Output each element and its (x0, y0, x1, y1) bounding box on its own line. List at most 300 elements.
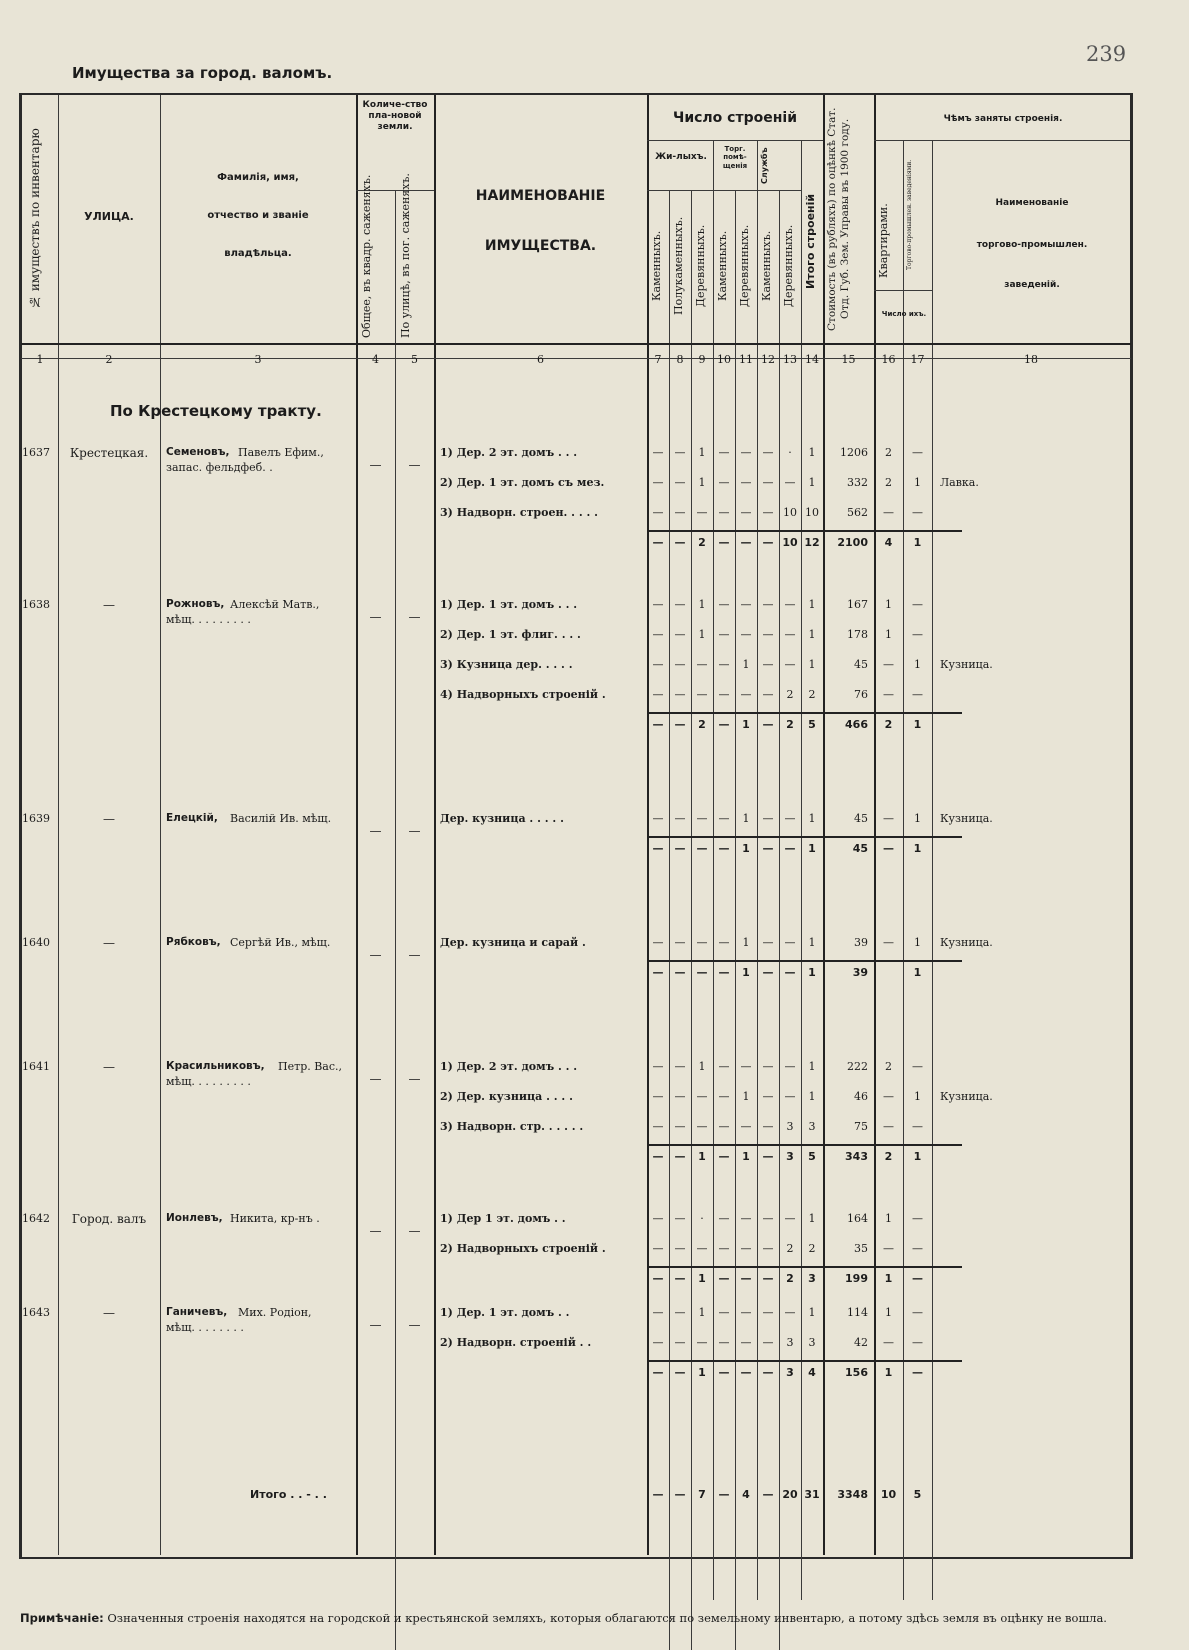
cell-c10: — (718, 628, 730, 641)
header-rule (647, 190, 801, 191)
cell-c14: 1 (808, 1306, 816, 1319)
record-id: 1637 (22, 446, 50, 459)
property-name: 2) Надворныхъ строеній . (440, 1242, 606, 1255)
header-buildings: Число строеній (673, 110, 797, 126)
cell-c8: — (674, 1336, 686, 1349)
cell-c7: — (652, 1090, 664, 1103)
total-c17: 1 (913, 536, 922, 549)
cell-c11: — (740, 476, 752, 489)
cell-c16: — (883, 1336, 894, 1349)
grand-total-c15: 3348 (837, 1488, 868, 1501)
col-rule (669, 190, 670, 1650)
cell-c13: · (788, 446, 792, 459)
cell-c7: — (652, 598, 664, 611)
property-name: 1) Дер. 2 эт. домъ . . . (440, 1060, 578, 1073)
street: Крестецкая. (69, 446, 149, 460)
total-c13: — (784, 966, 796, 979)
cell-c16: — (883, 1120, 894, 1133)
cell-c14: 1 (808, 1090, 816, 1103)
cell-c17: 1 (914, 1090, 921, 1103)
cell-c11: — (740, 506, 752, 519)
cell-c10: — (718, 1306, 730, 1319)
total-c12: — (762, 966, 774, 979)
record-id: 1643 (22, 1306, 50, 1319)
cell-c14: 1 (808, 936, 816, 949)
cell-c12: — (762, 628, 774, 641)
grand-total-c13: 20 (782, 1488, 798, 1501)
total-c15: 2100 (837, 536, 868, 549)
total-c8: — (674, 1366, 686, 1379)
total-c10: — (718, 1272, 730, 1285)
cell-c14: 2 (808, 1242, 816, 1255)
owner-surname: Ионлевъ, (166, 1212, 223, 1224)
total-c8: — (674, 842, 686, 855)
total-c7: — (652, 966, 664, 979)
land-total: — (369, 458, 382, 472)
land-street: — (408, 1072, 421, 1086)
cell-c13: — (784, 598, 796, 611)
total-c7: — (652, 1366, 664, 1379)
cell-c11: — (740, 688, 752, 701)
property-name: 2) Дер. 1 эт. флиг. . . . (440, 628, 581, 641)
cell-c16: — (883, 1090, 894, 1103)
total-c14: 1 (808, 842, 816, 855)
cell-c14: 1 (808, 1060, 816, 1073)
cell-c15: 35 (854, 1242, 868, 1255)
cell-c12: — (762, 1120, 774, 1133)
header-value: Стоимость (въ рубляхъ) по оцѣнкѣ Стат. Отд. Губ. Зем. Управы въ 1900 году. (826, 107, 851, 331)
grand-total-label: Итого . . - . . (250, 1488, 327, 1501)
col-number: 1 (36, 353, 44, 366)
header-land: Количе-ство пла-новой земли. (362, 100, 428, 132)
cell-c12: — (762, 1336, 774, 1349)
cell-c11: 1 (742, 812, 750, 825)
cell-c13: 10 (783, 506, 797, 519)
cell-c7: — (652, 476, 664, 489)
land-street: — (408, 824, 421, 838)
total-c11: — (740, 1272, 752, 1285)
total-c7: — (652, 718, 664, 731)
total-c13: 3 (786, 1150, 794, 1163)
col-rule (691, 190, 692, 1650)
cell-c11: — (740, 598, 752, 611)
owner-surname: Семеновъ, (166, 446, 230, 458)
owner-name: Павелъ Ефим., (238, 446, 324, 459)
cell-c16: 2 (885, 446, 892, 459)
col-number: 13 (783, 353, 797, 366)
property-name: Дер. кузница . . . . . (440, 812, 564, 825)
land-total: — (369, 948, 382, 962)
header-c10: Каменныхъ. (716, 230, 729, 302)
col-number: 12 (761, 353, 775, 366)
total-c12: — (762, 536, 774, 549)
cell-c16: 1 (885, 598, 892, 611)
cell-c10: — (718, 446, 730, 459)
cell-c10: — (718, 1212, 730, 1225)
cell-c14: 10 (805, 506, 819, 519)
cell-c9: — (696, 936, 708, 949)
owner-name: Сергѣй Ив., мѣщ. (230, 936, 331, 949)
cell-c10: — (718, 812, 730, 825)
cell-c9: 1 (698, 628, 706, 641)
cell-c7: — (652, 1306, 664, 1319)
cell-c12: — (762, 1306, 774, 1319)
cell-c7: — (652, 1242, 664, 1255)
cell-c11: 1 (742, 936, 750, 949)
cell-c11: — (740, 1242, 752, 1255)
cell-c10: — (718, 476, 730, 489)
total-c16: 1 (884, 1272, 893, 1285)
cell-c13: — (784, 1306, 796, 1319)
header-c13: Деревянныхъ. (782, 224, 795, 308)
cell-c17: — (912, 446, 923, 459)
cell-c17: 1 (914, 658, 921, 671)
col-number: 10 (717, 353, 731, 366)
land-street: — (408, 458, 421, 472)
owner-name: Никита, кр-нъ . (230, 1212, 320, 1225)
cell-c12: — (762, 1242, 774, 1255)
cell-c14: 2 (808, 688, 816, 701)
total-c14: 5 (808, 718, 816, 731)
grand-total-c9: 7 (698, 1488, 706, 1501)
header-c18-2: торгово-промышлен. (976, 240, 1088, 250)
cell-c12: — (762, 476, 774, 489)
cell-c15: 39 (854, 936, 868, 949)
total-c10: — (718, 966, 730, 979)
total-c12: — (762, 1272, 774, 1285)
cell-c16: — (883, 936, 894, 949)
cell-c11: 1 (742, 658, 750, 671)
cell-c9: · (700, 1212, 704, 1225)
cell-c16: 1 (885, 1306, 892, 1319)
cell-c7: — (652, 1336, 664, 1349)
header-occupied: Чѣмъ заняты строенія. (943, 114, 1063, 124)
street: — (103, 1060, 115, 1074)
land-total: — (369, 1318, 382, 1332)
enterprise-name: Кузница. (940, 658, 993, 671)
total-c11: 1 (742, 718, 750, 731)
owner-rank: запас. фельдфеб. . (166, 461, 273, 474)
cell-c15: 46 (854, 1090, 868, 1103)
cell-c14: 1 (808, 598, 816, 611)
enterprise-name: Кузница. (940, 1090, 993, 1103)
cell-c15: 114 (847, 1306, 868, 1319)
subtotal-rule (647, 836, 962, 838)
total-c17: 1 (913, 718, 922, 731)
grand-total-c8: — (674, 1488, 686, 1501)
cell-c14: 1 (808, 476, 816, 489)
cell-c15: 42 (854, 1336, 868, 1349)
cell-c9: 1 (698, 598, 706, 611)
total-c8: — (674, 966, 686, 979)
street: — (103, 598, 115, 612)
enterprise-name: Кузница. (940, 812, 993, 825)
cell-c7: — (652, 812, 664, 825)
cell-c11: — (740, 628, 752, 641)
total-c14: 12 (804, 536, 820, 549)
total-c9: 1 (698, 1272, 706, 1285)
record-id: 1639 (22, 812, 50, 825)
total-c10: — (718, 1150, 730, 1163)
total-c14: 1 (808, 966, 816, 979)
cell-c7: — (652, 936, 664, 949)
land-street: — (408, 1224, 421, 1238)
cell-c15: 1206 (840, 446, 868, 459)
property-name: 1) Дер. 2 эт. домъ . . . (440, 446, 578, 459)
header-services: Службъ (760, 147, 769, 185)
cell-c7: — (652, 688, 664, 701)
cell-c16: — (883, 688, 894, 701)
header-owner-1: Фамилія, имя, (217, 172, 299, 183)
street: — (103, 936, 115, 950)
cell-c7: — (652, 446, 664, 459)
cell-c16: — (883, 812, 894, 825)
header-rule (874, 140, 1130, 141)
record-id: 1640 (22, 936, 50, 949)
cell-c14: 3 (808, 1336, 816, 1349)
cell-c11: — (740, 1120, 752, 1133)
col-rule (735, 190, 736, 1650)
enterprise-name: Кузница. (940, 936, 993, 949)
cell-c15: 45 (854, 812, 868, 825)
total-c11: 1 (742, 966, 750, 979)
total-c16: 4 (884, 536, 893, 549)
total-c10: — (718, 842, 730, 855)
owner-surname: Елецкій, (166, 812, 218, 824)
total-c10: — (718, 1366, 730, 1379)
cell-c10: — (718, 658, 730, 671)
cell-c7: — (652, 628, 664, 641)
street: — (103, 812, 115, 826)
total-c13: — (784, 842, 796, 855)
col-number: 8 (676, 353, 684, 366)
subtotal-rule (647, 530, 962, 532)
cell-c13: — (784, 1212, 796, 1225)
header-property-1: НАИМЕНОВАНІЕ (475, 188, 606, 204)
owner-rank: мѣщ. . . . . . . . (166, 1321, 244, 1334)
cell-c11: — (740, 446, 752, 459)
total-c16: 2 (884, 1150, 893, 1163)
cell-c13: — (784, 1060, 796, 1073)
owner-surname: Ганичевъ, (166, 1306, 228, 1318)
header-c18-3: заведеній. (1004, 280, 1060, 290)
property-name: 3) Надворн. стр. . . . . . (440, 1120, 584, 1133)
total-c9: 1 (698, 1366, 706, 1379)
land-total: — (369, 610, 382, 624)
cell-c9: 1 (698, 1306, 706, 1319)
land-total: — (369, 824, 382, 838)
cell-c11: — (740, 1212, 752, 1225)
total-c12: — (762, 842, 774, 855)
property-name: 1) Дер. 1 эт. домъ . . (440, 1306, 570, 1319)
cell-c15: 178 (847, 628, 868, 641)
cell-c10: — (718, 688, 730, 701)
cell-c11: — (740, 1336, 752, 1349)
cell-c10: — (718, 1336, 730, 1349)
col-number: 9 (698, 353, 706, 366)
cell-c16: 2 (885, 1060, 892, 1073)
cell-c15: 45 (854, 658, 868, 671)
cell-c17: — (912, 1060, 923, 1073)
header-c18-1: Наименованіе (995, 198, 1069, 208)
cell-c15: 164 (847, 1212, 868, 1225)
owner-name: Алексѣй Матв., (230, 598, 320, 611)
cell-c14: 1 (808, 812, 816, 825)
total-c9: 2 (698, 536, 706, 549)
cell-c13: 2 (786, 1242, 794, 1255)
cell-c14: 1 (808, 628, 816, 641)
page-number: 239 (1086, 42, 1127, 66)
col-number: 17 (910, 353, 925, 366)
header-land-street: По улицѣ, въ пог. саженяхъ. (399, 173, 412, 338)
cell-c17: — (912, 1306, 923, 1319)
cell-c14: 1 (808, 658, 816, 671)
cell-c12: — (762, 936, 774, 949)
property-name: 2) Дер. кузница . . . . (440, 1090, 573, 1103)
footnote (20, 1610, 1170, 1627)
total-c13: 2 (786, 1272, 794, 1285)
total-c15: 156 (845, 1366, 868, 1379)
cell-c16: 1 (885, 1212, 892, 1225)
col-number: 11 (739, 353, 753, 366)
total-c14: 4 (808, 1366, 816, 1379)
cell-c17: — (912, 1336, 923, 1349)
enterprise-name: Лавка. (940, 476, 979, 489)
subtotal-rule (647, 960, 962, 962)
total-c13: 10 (782, 536, 798, 549)
cell-c12: — (762, 688, 774, 701)
col-number: 4 (372, 353, 379, 366)
cell-c10: — (718, 598, 730, 611)
subtotal-rule (647, 1266, 962, 1268)
header-owner-3: владѣльца. (224, 248, 292, 259)
total-c12: — (762, 1150, 774, 1163)
total-c13: 2 (786, 718, 794, 731)
header-count: Число ихъ. (881, 310, 927, 318)
cell-c10: — (718, 1060, 730, 1073)
cell-c8: — (674, 1242, 686, 1255)
cell-c13: 3 (786, 1336, 794, 1349)
total-c11: 1 (742, 842, 750, 855)
col-number: 14 (805, 353, 819, 366)
cell-c9: — (696, 812, 708, 825)
cell-c8: — (674, 688, 686, 701)
cell-c10: — (718, 1120, 730, 1133)
cell-c12: — (762, 658, 774, 671)
header-c8: Полукаменныхъ. (672, 216, 685, 316)
cell-c17: 1 (914, 812, 921, 825)
land-street: — (408, 610, 421, 624)
cell-c12: — (762, 506, 774, 519)
header-c12: Каменныхъ. (760, 230, 773, 302)
total-c9: 1 (698, 1150, 706, 1163)
property-name: 2) Надворн. строеній . . (440, 1336, 592, 1349)
cell-c8: — (674, 1212, 686, 1225)
total-c11: — (740, 1366, 752, 1379)
cell-c9: — (696, 1242, 708, 1255)
cell-c15: 75 (854, 1120, 868, 1133)
street: — (103, 1306, 115, 1320)
property-name: 2) Дер. 1 эт. домъ съ мез. (440, 476, 605, 489)
col-rule (395, 190, 396, 1650)
total-c14: 5 (808, 1150, 816, 1163)
cell-c14: 1 (808, 446, 816, 459)
cell-c8: — (674, 506, 686, 519)
cell-c16: — (883, 1242, 894, 1255)
total-c17: 1 (913, 966, 922, 979)
header-c14: Итого строеній (804, 193, 817, 289)
cell-c8: — (674, 1306, 686, 1319)
cell-c17: — (912, 1120, 923, 1133)
owner-surname: Рожновъ, (166, 598, 225, 610)
cell-c10: — (718, 506, 730, 519)
total-c17: — (912, 1272, 923, 1285)
header-land-total: Общее, въ квадр. саженяхъ. (360, 174, 373, 338)
col-number: 15 (841, 353, 856, 366)
land-total: — (369, 1072, 382, 1086)
property-name: 3) Кузница дер. . . . . (440, 658, 573, 671)
col-number: 16 (881, 353, 896, 366)
cell-c12: — (762, 598, 774, 611)
cell-c16: 2 (885, 476, 892, 489)
header-street: УЛИЦА. (84, 210, 134, 223)
col-rule (779, 190, 780, 1650)
cell-c7: — (652, 1060, 664, 1073)
cell-c9: 1 (698, 476, 706, 489)
cell-c16: — (883, 658, 894, 671)
col-number: 2 (105, 353, 113, 366)
cell-c8: — (674, 628, 686, 641)
cell-c10: — (718, 1242, 730, 1255)
owner-name: Петр. Вас., (278, 1060, 343, 1073)
record-id: 1638 (22, 598, 50, 611)
cell-c17: 1 (914, 476, 921, 489)
total-c11: — (740, 536, 752, 549)
header-owner-2: отчество и званіе (207, 210, 309, 221)
cell-c17: — (912, 598, 923, 611)
total-c7: — (652, 536, 664, 549)
col-number: 3 (254, 353, 262, 366)
cell-c12: — (762, 1090, 774, 1103)
total-c17: — (912, 1366, 923, 1379)
header-commercial: Торг. помѣ-щенія (722, 145, 748, 170)
total-c9: — (696, 966, 708, 979)
land-street: — (408, 948, 421, 962)
cell-c9: — (696, 506, 708, 519)
total-c15: 466 (845, 718, 868, 731)
total-c8: — (674, 536, 686, 549)
subtotal-rule (647, 712, 962, 714)
cell-c15: 562 (847, 506, 868, 519)
total-c14: 3 (808, 1272, 816, 1285)
footnote-text: Означенныя строенія находятся на городской и крестьянской земляхъ, которыя облагаются по земельному инвентарю, а потому здѣсь земля въ оцѣнку не вошла. (107, 1611, 1107, 1625)
subtotal-rule (647, 1144, 962, 1146)
total-c8: — (674, 718, 686, 731)
col-number: 6 (537, 353, 544, 366)
total-c17: 1 (913, 842, 922, 855)
total-c15: 199 (845, 1272, 868, 1285)
owner-surname: Рябковъ, (166, 936, 221, 948)
grand-total-c10: — (718, 1488, 730, 1501)
cell-c14: 3 (808, 1120, 816, 1133)
cell-c8: — (674, 658, 686, 671)
section-title: По Крестецкому тракту. (110, 402, 322, 420)
total-c7: — (652, 1150, 664, 1163)
cell-c12: — (762, 1212, 774, 1225)
cell-c17: — (912, 506, 923, 519)
land-street: — (408, 1318, 421, 1332)
cell-c7: — (652, 658, 664, 671)
